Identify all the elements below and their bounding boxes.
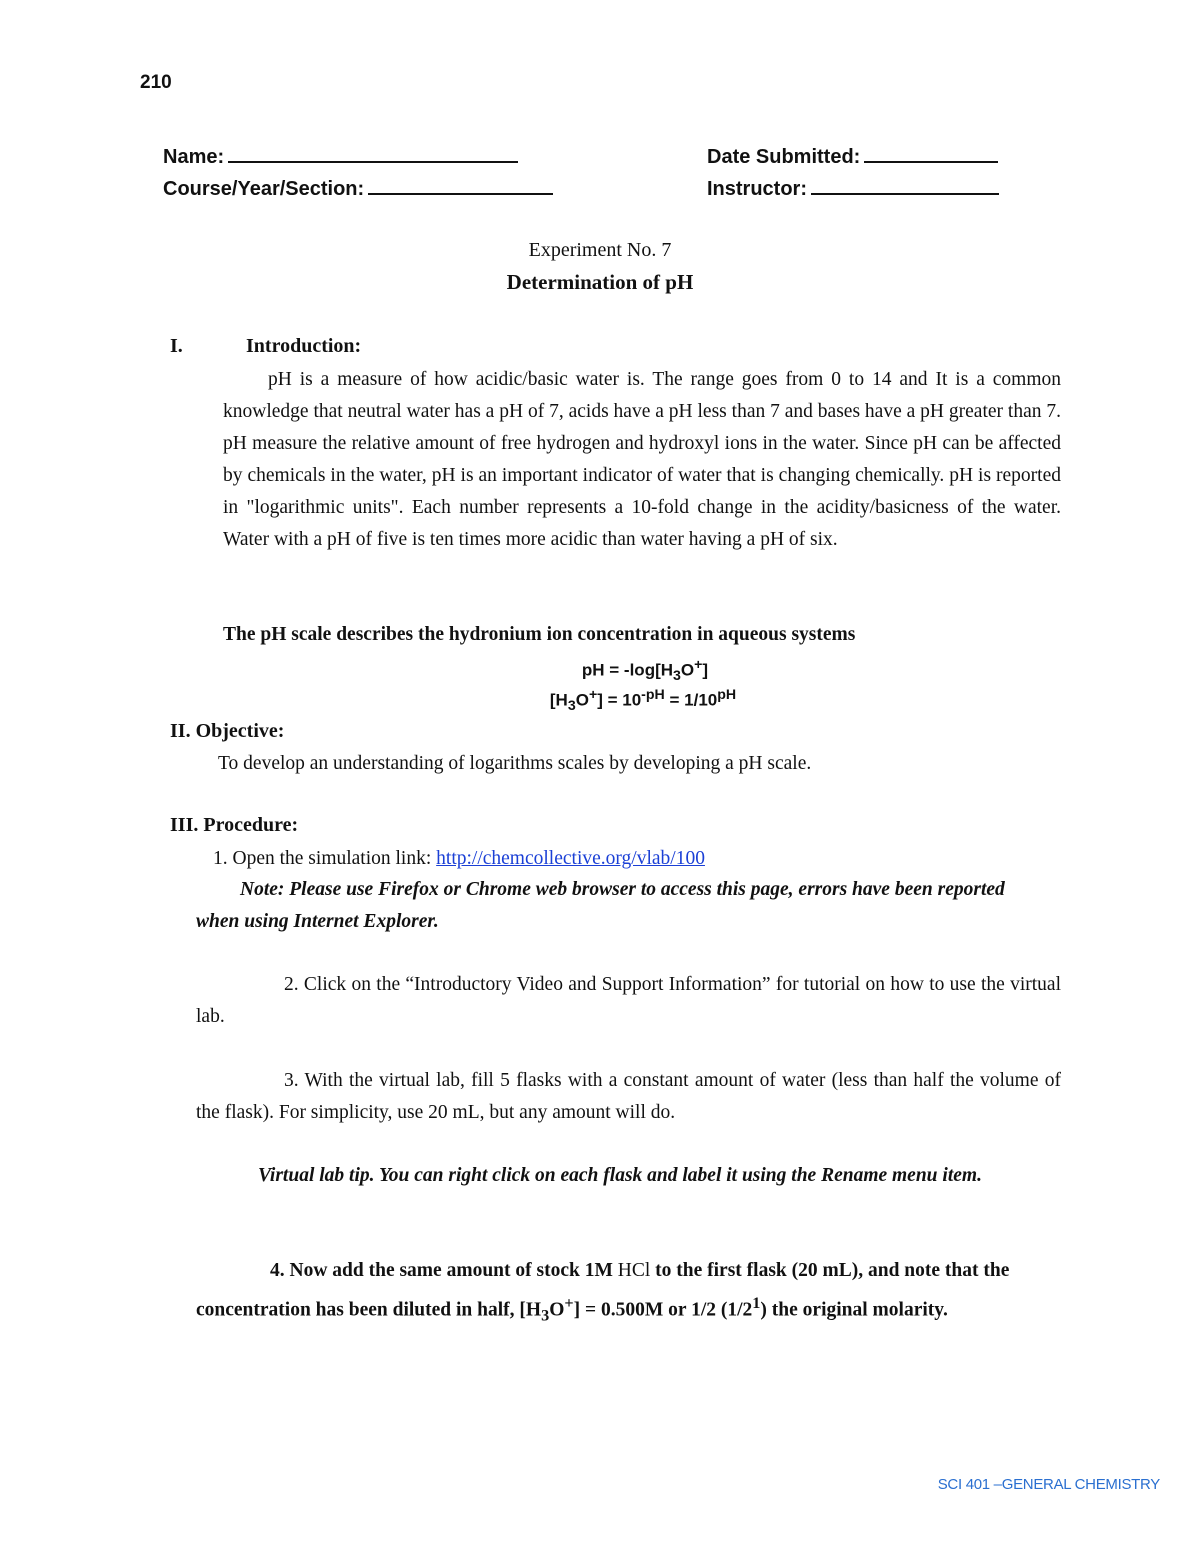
procedure-heading: III. Procedure:	[170, 814, 299, 836]
name-line	[228, 160, 518, 163]
name-field[interactable]	[163, 146, 518, 169]
date-line	[864, 160, 998, 163]
intro-paragraph: pH is a measure of how acidic/basic water is. The range goes from 0 to 14 and It is a common knowledge that neutral water has a pH of 7, acids have a pH less than 7 and bases have a pH greater than 7. pH measure the relative amount of free hydrogen and hydroxyl ions in the water. Since pH can be affected by chemicals in the water, pH is an important indicator of water that is changing chemically. pH is reported in "logarithmic units". Each number represents a 10-fold change in the acidity/basicness of the water. Water with a pH of five is ten times more acidic than water having a pH of six.	[223, 369, 1061, 550]
course-field[interactable]	[163, 178, 553, 201]
date-label: Date Submitted:	[707, 146, 861, 168]
virtual-lab-tip: Virtual lab tip. You can right click on each flask and label it using the Rename menu item.	[258, 1165, 982, 1186]
step-1: 1. Open the simulation link: http://chemcollective.org/vlab/100	[213, 848, 705, 869]
step-4: 4. Now add the same amount of stock 1M HCl to the first flask (20 mL), and note that the concentration has been diluted in half, $[H_3O^+] = 0.500M$ or 1/2 $(1/2^1)$ the original molarity.	[196, 1260, 1010, 1325]
instructor-field[interactable]	[707, 178, 999, 201]
experiment-title: Determination of pH	[506, 270, 694, 294]
browser-note: Note: Please use Firefox or Chrome web browser to access this page, errors have been reported when using Internet Explorer.	[196, 879, 1005, 932]
page-number: 210	[140, 72, 172, 93]
course-label: Course/Year/Section:	[163, 178, 365, 200]
experiment-number: Experiment No. 7	[528, 239, 672, 261]
instructor-label: Instructor:	[707, 178, 807, 200]
objective-heading: II. Objective:	[170, 720, 285, 742]
equation-ph: pH = $-\log[H_3O^+]$	[581, 657, 709, 685]
step-3: 3. With the virtual lab, fill 5 flasks with a constant amount of water (less than half the volume of the flask). For simplicity, use 20 mL, but any amount will do.	[196, 1070, 1061, 1123]
course-footer: SCI 401 –GENERAL CHEMISTRY	[937, 1476, 1160, 1493]
intro-heading: Introduction:	[246, 335, 362, 357]
name-label: Name:	[163, 146, 225, 168]
intro-numeral: I.	[170, 335, 183, 357]
scale-sentence: The pH scale describes the hydronium ion concentration in aqueous systems	[223, 624, 856, 645]
step-2: 2. Click on the “Introductory Video and Support Information” for tutorial on how to use the virtual lab.	[196, 974, 1061, 1027]
date-field[interactable]	[707, 146, 998, 169]
instructor-line	[811, 192, 999, 195]
objective-text: To develop an understanding of logarithms scales by developing a pH scale.	[218, 753, 812, 774]
simulation-link[interactable]: http://chemcollective.org/vlab/100	[436, 848, 705, 869]
equation-hydronium: $[H_3O^+] = 10^{-pH} = 1/10^{pH}$	[549, 687, 737, 715]
course-line	[368, 192, 553, 195]
